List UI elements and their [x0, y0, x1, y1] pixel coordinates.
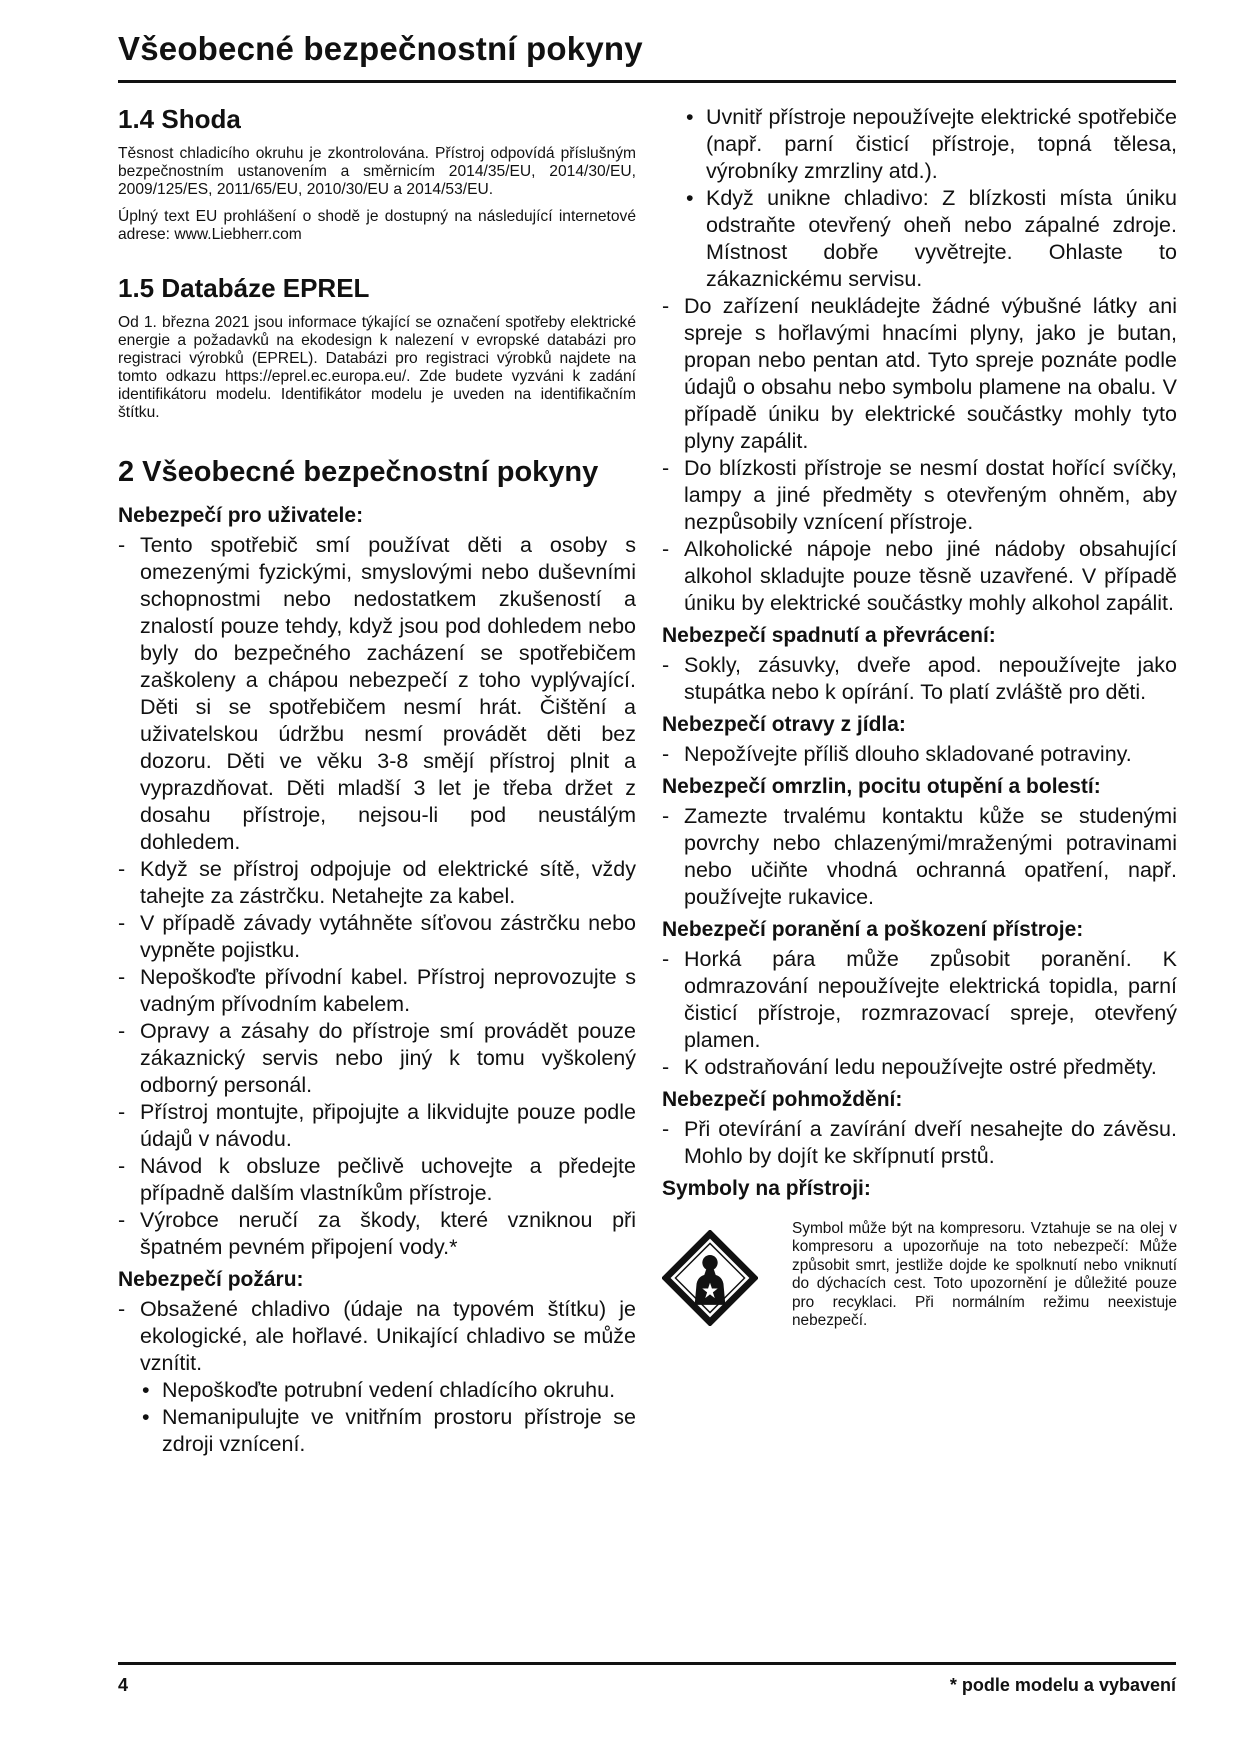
crush-danger-heading: Nebezpečí pohmoždění: — [662, 1088, 903, 1111]
conformity-paragraph: Těsnost chladicího okruhu je zkontrolována. Přístroj odpovídá příslušným bezpečnostním ustanovením a směrnicím 2014/35/EU, 2014/30/EU, 2009/125/ES, 2011/65/EU, 2010/30/EU a 2014/53/EU. — [118, 145, 636, 198]
fire-danger-list — [118, 1296, 636, 1377]
user-danger-list — [118, 532, 636, 1261]
fire-danger-bullets-left — [140, 1377, 636, 1458]
fire-danger-bullets-right — [684, 104, 1177, 293]
tipping-danger-heading: Nebezpečí spadnutí a převrácení: — [662, 624, 996, 647]
list-item: - Do blízkosti přístroje se nesmí dostat hořící svíčky, lampy a jiné předměty s otevřeným ohněm, aby nezpůsobily vznícení přístroje. — [662, 455, 1177, 536]
bullet-item: • Nemanipulujte ve vnitřním prostoru přístroje se zdroji vznícení. — [140, 1404, 636, 1458]
crush-danger-list — [662, 1116, 1177, 1170]
list-item: - Tento spotřebič smí používat děti a osoby s omezenými fyzickými, smyslovými nebo duševními schopnostmi nebo nedostatkem zkušeností a znalostí pouze tehdy, když jsou pod dohledem nebo byly do bezpečného zacházení se spotřebičem zaškoleny a chápou nebezpečí z toho vyplývající. Děti si se spotřebičem nesmí hrát. Čištění a uživatelskou údržbu nesmí provádět děti bez dozoru. Děti ve věku 3-8 smějí přístroj plnit a vyprazdňovat. Děti mladší 3 let je třeba držet z dosahu přístroje, nejsou-li pod neustálým dohledem. — [118, 532, 636, 856]
tipping-danger-list — [662, 652, 1177, 706]
page-title: Všeobecné bezpečnostní pokyny — [118, 30, 643, 67]
page-header — [118, 30, 1176, 83]
list-item: - Opravy a zásahy do přístroje smí provádět pouze zákaznický servis nebo jiný k tomu vyškolený odborný personál. — [118, 1018, 636, 1099]
list-item: - Výrobce neručí za škody, které vzniknou při špatném pevném připojení vody.* — [118, 1207, 636, 1261]
food-danger-list — [662, 741, 1177, 768]
section-heading-1-5: 1.5 Databáze EPREL — [118, 273, 370, 303]
right-column — [662, 104, 1177, 1331]
footer-note: * podle modelu a vybavení — [949, 1675, 1176, 1695]
symbol-block — [662, 1212, 1177, 1331]
left-column — [118, 104, 636, 1458]
frost-danger-list — [662, 803, 1177, 911]
frost-danger-heading: Nebezpečí omrzlin, pocitu otupění a bolestí: — [662, 775, 1101, 798]
food-danger-heading: Nebezpečí otravy z jídla: — [662, 713, 906, 736]
bullet-item: • Nepoškoďte potrubní vedení chladícího okruhu. — [140, 1377, 636, 1404]
list-item: - Sokly, zásuvky, dveře apod. nepoužívejte jako stupátka nebo k opírání. To platí zvláště pro děti. — [662, 652, 1177, 706]
list-item: - Horká pára může způsobit poranění. K odmrazování nepoužívejte elektrická topidla, parní čisticí přístroje, rozmrazovací spreje, otevřený plamen. — [662, 946, 1177, 1054]
list-item: - Přístroj montujte, připojujte a likvidujte pouze podle údajů v návodu. — [118, 1099, 636, 1153]
list-item: - Při otevírání a zavírání dveří nesahejte do závěsu. Mohlo by dojít ke skřípnutí prstů. — [662, 1116, 1177, 1170]
bullet-item: • Uvnitř přístroje nepoužívejte elektrické spotřebiče (např. parní čisticí přístroje, topná tělesa, výrobníky zmrzliny atd.). — [684, 104, 1177, 185]
list-item: - Když se přístroj odpojuje od elektrické sítě, vždy tahejte za zástrčku. Netahejte za kabel. — [118, 856, 636, 910]
list-item: - Nepožívejte příliš dlouho skladované potraviny. — [662, 741, 1177, 768]
fire-danger-list-continued — [662, 293, 1177, 617]
health-hazard-icon — [662, 1212, 792, 1331]
injury-danger-heading: Nebezpečí poranění a poškození přístroje: — [662, 918, 1084, 941]
bullet-item: • Když unikne chladivo: Z blízkosti místa úniku odstraňte otevřený oheň nebo zápalné zdroje. Místnost dobře vyvětrejte. Ohlaste to zákaznickému servisu. — [684, 185, 1177, 293]
symbols-heading: Symboly na přístroji: — [662, 1177, 871, 1200]
list-item: - V případě závady vytáhněte síťovou zástrčku nebo vypněte pojistku. — [118, 910, 636, 964]
symbol-description: Symbol může být na kompresoru. Vztahuje se na olej v kompresoru a upozorňuje na toto nebezpečí: Může způsobit smrt, jestliže dojde ke spolknutí nebo vniknutí do dýchacích cest. Toto upozornění je důležité pouze pro recyklaci. Při normálním režimu neexistuje nebezpečí. — [792, 1220, 1177, 1330]
user-danger-heading: Nebezpečí pro uživatele: — [118, 504, 364, 527]
fire-danger-heading: Nebezpečí požáru: — [118, 1268, 304, 1291]
list-item: - Do zařízení neukládejte žádné výbušné látky ani spreje s hořlavými hnacími plyny, jako je butan, propan nebo pentan atd. Tyto spreje poznáte podle údajů o obsahu nebo symbolu plamene na obalu. V případě úniku by elektrické součástky mohly tyto plyny zapálit. — [662, 293, 1177, 455]
page-number: 4 — [118, 1675, 129, 1695]
injury-danger-list — [662, 946, 1177, 1081]
list-item: - Zamezte trvalému kontaktu kůže se studenými povrchy nebo chlazenými/mraženými potravinami nebo učiňte vhodná ochranná opatření, např. používejte rukavice. — [662, 803, 1177, 911]
declaration-paragraph: Úplný text EU prohlášení o shodě je dostupný na následující internetové adrese: www.Liebherr.com — [118, 208, 636, 243]
list-item: - K odstraňování ledu nepoužívejte ostré předměty. — [662, 1054, 1177, 1081]
list-item: - Návod k obsluze pečlivě uchovejte a předejte případně dalším vlastníkům přístroje. — [118, 1153, 636, 1207]
list-item: - Alkoholické nápoje nebo jiné nádoby obsahující alkohol skladujte pouze těsně uzavřené. V případě úniku by elektrické součástky mohly alkohol zapálit. — [662, 536, 1177, 617]
chapter-heading-2: 2 Všeobecné bezpečnostní pokyny — [118, 456, 599, 488]
page-footer — [118, 1662, 1176, 1696]
section-heading-1-4: 1.4 Shoda — [118, 104, 241, 134]
list-item: - Obsažené chladivo (údaje na typovém štítku) je ekologické, ale hořlavé. Unikající chladivo se může vznítit. — [118, 1296, 636, 1377]
list-item: - Nepoškoďte přívodní kabel. Přístroj neprovozujte s vadným přívodním kabelem. — [118, 964, 636, 1018]
eprel-paragraph: Od 1. března 2021 jsou informace týkající se označení spotřeby elektrické energie a požadavků na ekodesign k nalezení v evropské databázi pro registraci výrobků (EPREL). Databázi pro registraci výrobků najdete na tomto odkazu https://eprel.ec.europa.eu/. Zde budete vyzváni k zadání identifikátoru modelu. Identifikátor modelu je uveden na identifikačním štítku. — [118, 314, 636, 421]
